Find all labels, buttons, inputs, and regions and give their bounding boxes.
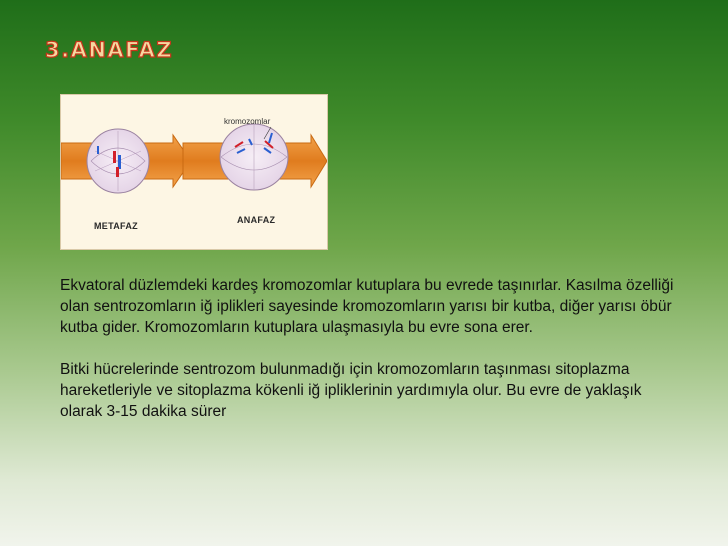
- mitosis-figure: [60, 94, 328, 250]
- slide-title: 3.ANAFAZ: [45, 38, 174, 62]
- figure-label-metafaz: METAFAZ: [94, 221, 138, 231]
- anaphase-cell: [220, 124, 288, 190]
- figure-callout-label: kromozomlar: [224, 117, 271, 126]
- body-paragraph-1: Ekvatoral düzlemdeki kardeş kromozomlar kutuplara bu evrede taşınırlar. Kasılma özelliği olan sentrozomların iğ iplikleri sayesinde kromozomların yarısı bir kutba, diğer yarısı öbür kutba gider. Kromozomların kutuplara ulaşmasıyla bu evre sona erer.: [60, 277, 674, 336]
- slide-body: [60, 275, 680, 443]
- figure-label-anafaz: ANAFAZ: [237, 215, 276, 225]
- metaphase-cell: [87, 129, 149, 193]
- body-paragraph-2: Bitki hücrelerinde sentrozom bulunmadığı için kromozomların taşınması sitoplazma hareketleriyle ve sitoplazma kökenli iğ ipliklerinin yardımıyla olur. Bu evre de yaklaşık olarak 3-15 dakika sürer: [60, 361, 642, 420]
